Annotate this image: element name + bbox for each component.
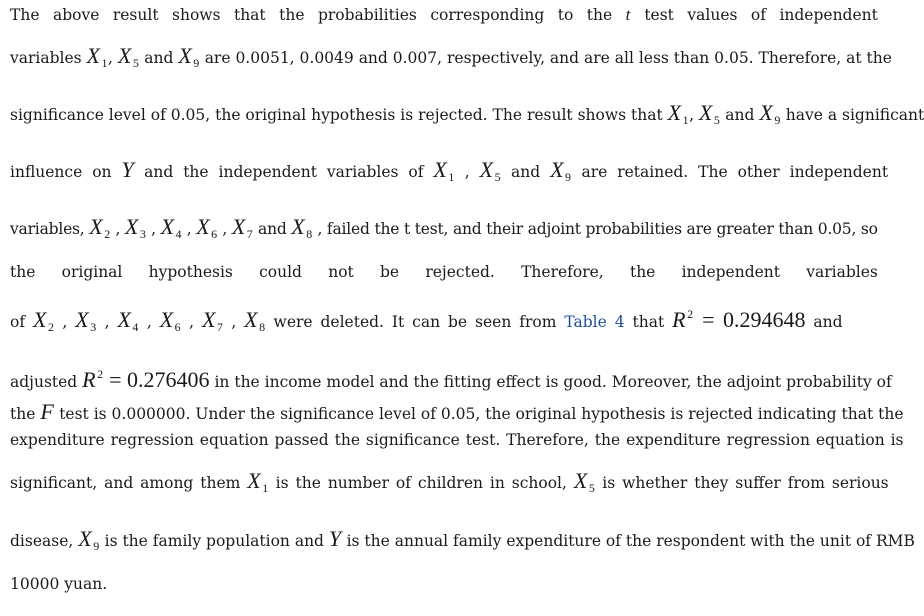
- text-segment: ,: [454, 163, 480, 181]
- paragraph-line-3: [10, 100, 924, 131]
- text-segment: ,: [110, 220, 125, 238]
- text-segment: and: [139, 49, 179, 67]
- word: the: [629, 263, 656, 281]
- word: be: [380, 263, 400, 281]
- text-segment: , failed the t test, and their adjoint probabilities are greater than 0.05, so: [312, 220, 878, 238]
- word: test: [644, 6, 674, 24]
- text-segment: is the family population and: [99, 532, 329, 550]
- text-segment: significance level of 0.05, the original hypothesis is rejected. The result shows that: [10, 106, 668, 124]
- variable-x9: $X_9$: [759, 100, 781, 127]
- word: probabilities: [317, 6, 417, 24]
- text-segment: expenditure regression equation passed the significance test. Therefore, the expenditure regression equation is: [10, 431, 904, 449]
- word: the: [279, 6, 305, 24]
- variable-x3: $X_3$: [75, 307, 97, 334]
- text-segment: the: [10, 405, 41, 423]
- variable-x9: $X_9$: [178, 43, 200, 70]
- text-segment: ,: [146, 220, 161, 238]
- variable-x5: $X_5$: [698, 100, 721, 127]
- variable-x9: $X_9$: [78, 526, 100, 553]
- paragraph-line-7: [10, 303, 878, 338]
- variable-x9: $X_9$: [550, 157, 572, 184]
- text-segment: ,: [689, 106, 699, 124]
- word: variables: [806, 263, 878, 281]
- word: hypothesis: [148, 263, 233, 281]
- variable-x6: $X_6$: [196, 214, 218, 241]
- text-segment: in the income model and the fitting effect is good. Moreover, the adjoint probability of: [209, 373, 892, 391]
- text-segment: adjusted: [10, 373, 83, 391]
- word: independent: [779, 6, 878, 24]
- text-segment: is whether they suffer from serious: [595, 474, 889, 492]
- paragraph-line-4: [10, 157, 889, 188]
- word: the: [10, 263, 36, 281]
- word: independent: [681, 263, 781, 281]
- paragraph-line-8: [10, 363, 892, 393]
- word: not: [328, 263, 354, 281]
- variable-x1: $X_1$: [433, 157, 455, 184]
- text-segment: variables,: [10, 220, 90, 238]
- variable-r-squared: $R^2$: [672, 307, 694, 332]
- word: of: [750, 6, 766, 24]
- paragraph-line-12: [10, 526, 915, 557]
- variable-y: Y: [328, 526, 342, 551]
- variable-x3: $X_3$: [124, 214, 147, 241]
- variable-x5: $X_5$: [117, 43, 140, 70]
- text-segment: and the independent variables of: [134, 163, 434, 181]
- word: corresponding: [430, 6, 545, 24]
- variable-t: t: [625, 5, 631, 24]
- variable-x5: $X_5$: [479, 157, 502, 184]
- text-segment: ,: [138, 313, 160, 331]
- text-segment: that: [624, 313, 673, 331]
- variable-x7: $X_7$: [231, 214, 254, 241]
- variable-x5: $X_5$: [573, 468, 596, 495]
- text-segment: 10000 yuan.: [10, 575, 108, 593]
- text-segment: ,: [96, 313, 118, 331]
- text-segment: ,: [182, 220, 197, 238]
- text-segment: test is 0.000000. Under the significance level of 0.05, the original hypothesis is rejected indicating that the: [54, 405, 904, 423]
- text-segment: ,: [108, 49, 118, 67]
- text-segment: disease,: [10, 532, 79, 550]
- text-segment: ,: [223, 313, 245, 331]
- variable-y: Y: [121, 157, 135, 182]
- text-segment: ,: [54, 313, 76, 331]
- variable-x8: $X_8$: [244, 307, 266, 334]
- text-segment: have a significant: [780, 106, 924, 124]
- paragraph-line-5: [10, 216, 878, 245]
- word: the: [586, 6, 613, 24]
- text-segment: significant, and among them: [10, 474, 248, 492]
- variable-x4: $X_4$: [117, 307, 139, 334]
- text-segment: ,: [181, 313, 202, 331]
- text-segment: are 0.0051, 0.0049 and 0.007, respectively, and are all less than 0.05. Therefore, at the: [199, 49, 892, 67]
- text-segment: of: [10, 313, 33, 331]
- word: The: [10, 6, 40, 24]
- variable-x1: $X_1$: [247, 468, 269, 495]
- word: could: [259, 263, 302, 281]
- variable-x1: $X_1$: [667, 100, 690, 127]
- table-4-link[interactable]: Table 4: [564, 313, 625, 331]
- text-segment: and: [501, 163, 551, 181]
- paragraph-line-9: [10, 399, 904, 425]
- text-segment: are retained. The other independent: [571, 163, 889, 181]
- word: rejected.: [425, 263, 495, 281]
- word: that: [233, 6, 266, 24]
- text-segment: variables: [10, 49, 87, 67]
- r-squared-value: = 0.294648: [693, 307, 806, 332]
- text-segment: ,: [217, 220, 232, 238]
- variable-r-squared: $R^2$: [82, 367, 104, 392]
- word: original: [61, 263, 123, 281]
- text-segment: were deleted. It can be seen from: [265, 313, 565, 331]
- variable-x4: $X_4$: [160, 214, 183, 241]
- paragraph-line-10: [10, 429, 904, 451]
- text-segment: and: [720, 106, 760, 124]
- variable-x2: $X_2$: [89, 214, 111, 241]
- text-segment: is the number of children in school,: [268, 474, 574, 492]
- word: result: [112, 6, 159, 24]
- variable-x7: $X_7$: [201, 307, 224, 334]
- paragraph-line-11: [10, 468, 889, 499]
- variable-f: F: [40, 399, 55, 424]
- variable-x8: $X_8$: [291, 214, 313, 241]
- text-segment: is the annual family expenditure of the respondent with the unit of RMB: [341, 532, 915, 550]
- variable-x2: $X_2$: [33, 307, 55, 334]
- text-segment: influence on: [10, 163, 122, 181]
- word: values: [687, 6, 738, 24]
- text-segment: and: [253, 220, 292, 238]
- adjusted-r-squared-value: = 0.276406: [103, 367, 210, 392]
- word: shows: [172, 6, 221, 24]
- paragraph-line-13: [10, 573, 878, 595]
- text-segment: and: [805, 313, 843, 331]
- paragraph-line-2: [10, 43, 892, 74]
- word: above: [52, 6, 100, 24]
- paragraph-line-6: [10, 261, 878, 283]
- word: to: [557, 6, 574, 24]
- variable-x6: $X_6$: [159, 307, 182, 334]
- word: Therefore,: [521, 263, 604, 281]
- paragraph-line-1: [10, 4, 878, 26]
- variable-x1: $X_1$: [86, 43, 108, 70]
